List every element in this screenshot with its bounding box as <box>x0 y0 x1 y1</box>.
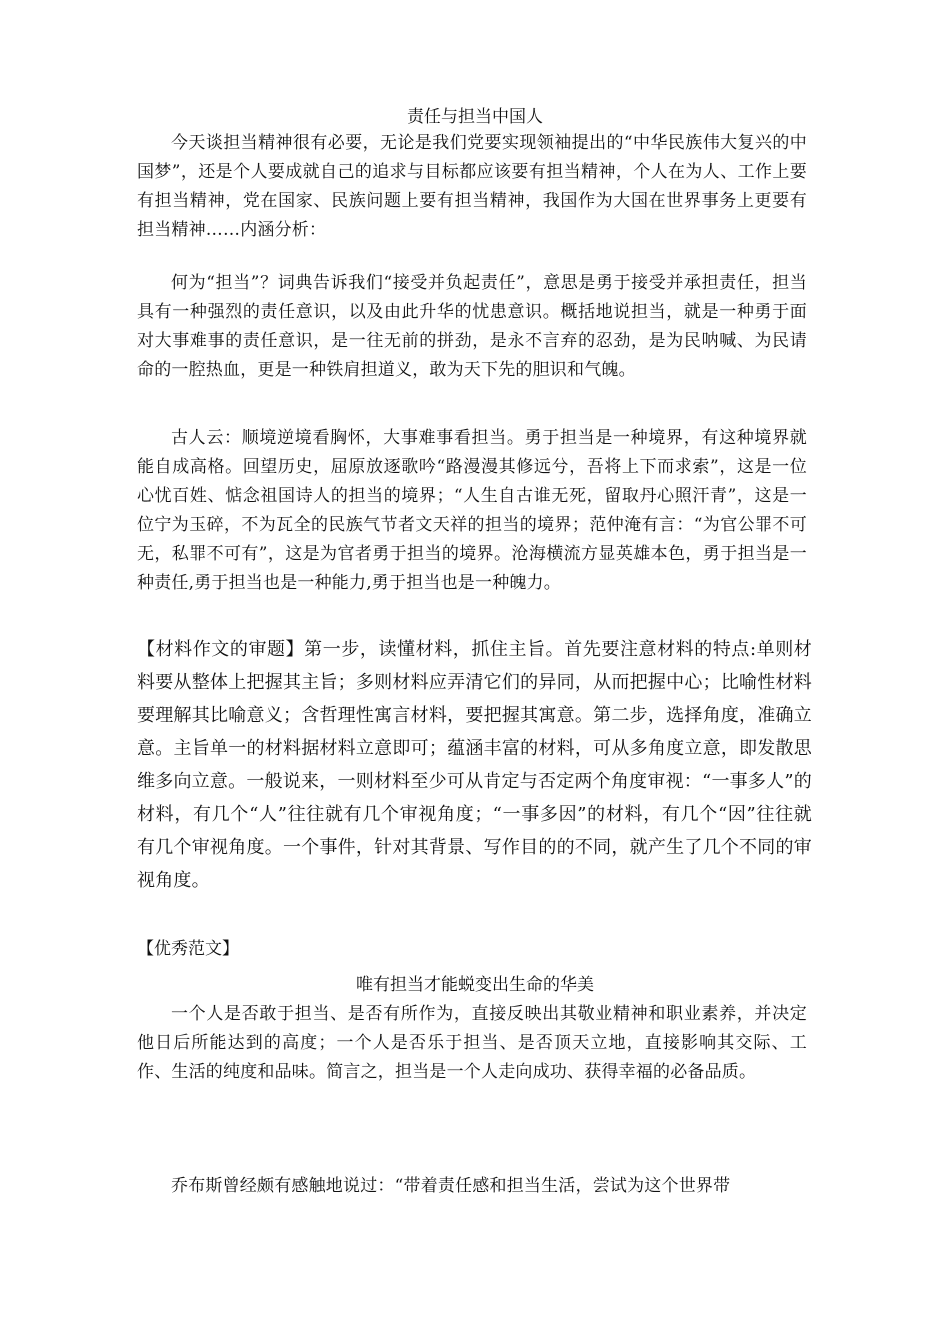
essay-title: 唯有担当才能蜕变出生命的华美 <box>356 975 594 995</box>
definition-paragraph: 何为“担当”？词典告诉我们“接受并负起责任”，意思是勇于接受并承担责任，担当具有一种强烈的责任意识，以及由此升华的忧患意识。概括地说担当，就是一种勇于面对大事难事的责任意识，是一往无前的拼劲，是永不言弃的忍劲，是为民呐喊、为民请命的一腔热血，更是一种铁肩担道义，敢为天下先的胆识和气魄。 <box>137 273 807 380</box>
section-heading: 【优秀范文】 <box>137 939 239 959</box>
material-analysis-paragraph: 【材料作文的审题】第一步，读懂材料，抓住主旨。首先要注意材料的特点:单则材料要从整体上把握其主旨；多则材料应弄清它们的异同，从而把握中心；比喻性材料要理解其比喻意义；含哲理性寓言材料，要把握其寓意。第二步，选择角度，准确立意。主旨单一的材料据材料立意即可；蕴涵丰富的材料，可从多角度立意，即发散思维多向立意。一般说来，一则材料至少可从肯定与否定两个角度审视：“一事多人”的材料，有几个“人”往往就有几个审视角度；“一事多因”的材料，有几个“因”往往就有几个审视角度。一个事件，针对其背景、写作目的的不同，就产生了几个不同的审视角度。 <box>137 639 812 891</box>
document-title: 责任与担当中国人 <box>407 107 543 127</box>
history-paragraph: 古人云：顺境逆境看胸怀，大事难事看担当。勇于担当是一种境界，有这种境界就能自成高格。回望历史，屈原放逐歌吟“路漫漫其修远兮，吾将上下而求索”，这是一位心忧百姓、惦念祖国诗人的担当的境界；“人生自古谁无死，留取丹心照汗青”，这是一位宁为玉碎，不为瓦全的民族气节者文天祥的担当的境界；范仲淹有言：“为官公罪不可无，私罪不可有”，这是为官者勇于担当的境界。沧海横流方显英雄本色，勇于担当是一种责任,勇于担当也是一种能力,勇于担当也是一种魄力。 <box>137 428 807 593</box>
intro-paragraph: 今天谈担当精神很有必要，无论是我们党要实现领袖提出的“中华民族伟大复兴的中国梦”，还是个人要成就自己的追求与目标都应该要有担当精神，个人在为人、工作上要有担当精神，党在国家、民族问题上要有担当精神，我国作为大国在世界事务上更要有担当精神……内涵分析： <box>137 133 807 240</box>
essay-paragraph: 一个人是否敢于担当、是否有所作为，直接反映出其敬业精神和职业素养，并决定他日后所能达到的高度；一个人是否乐于担当、是否顶天立地，直接影响其交际、工作、生活的纯度和品味。简言之，担当是一个人走向成功、获得幸福的必备品质。 <box>137 1004 807 1082</box>
essay-paragraph-continued: 乔布斯曾经颇有感触地说过：“带着责任感和担当生活，尝试为这个世界带 <box>171 1176 731 1196</box>
